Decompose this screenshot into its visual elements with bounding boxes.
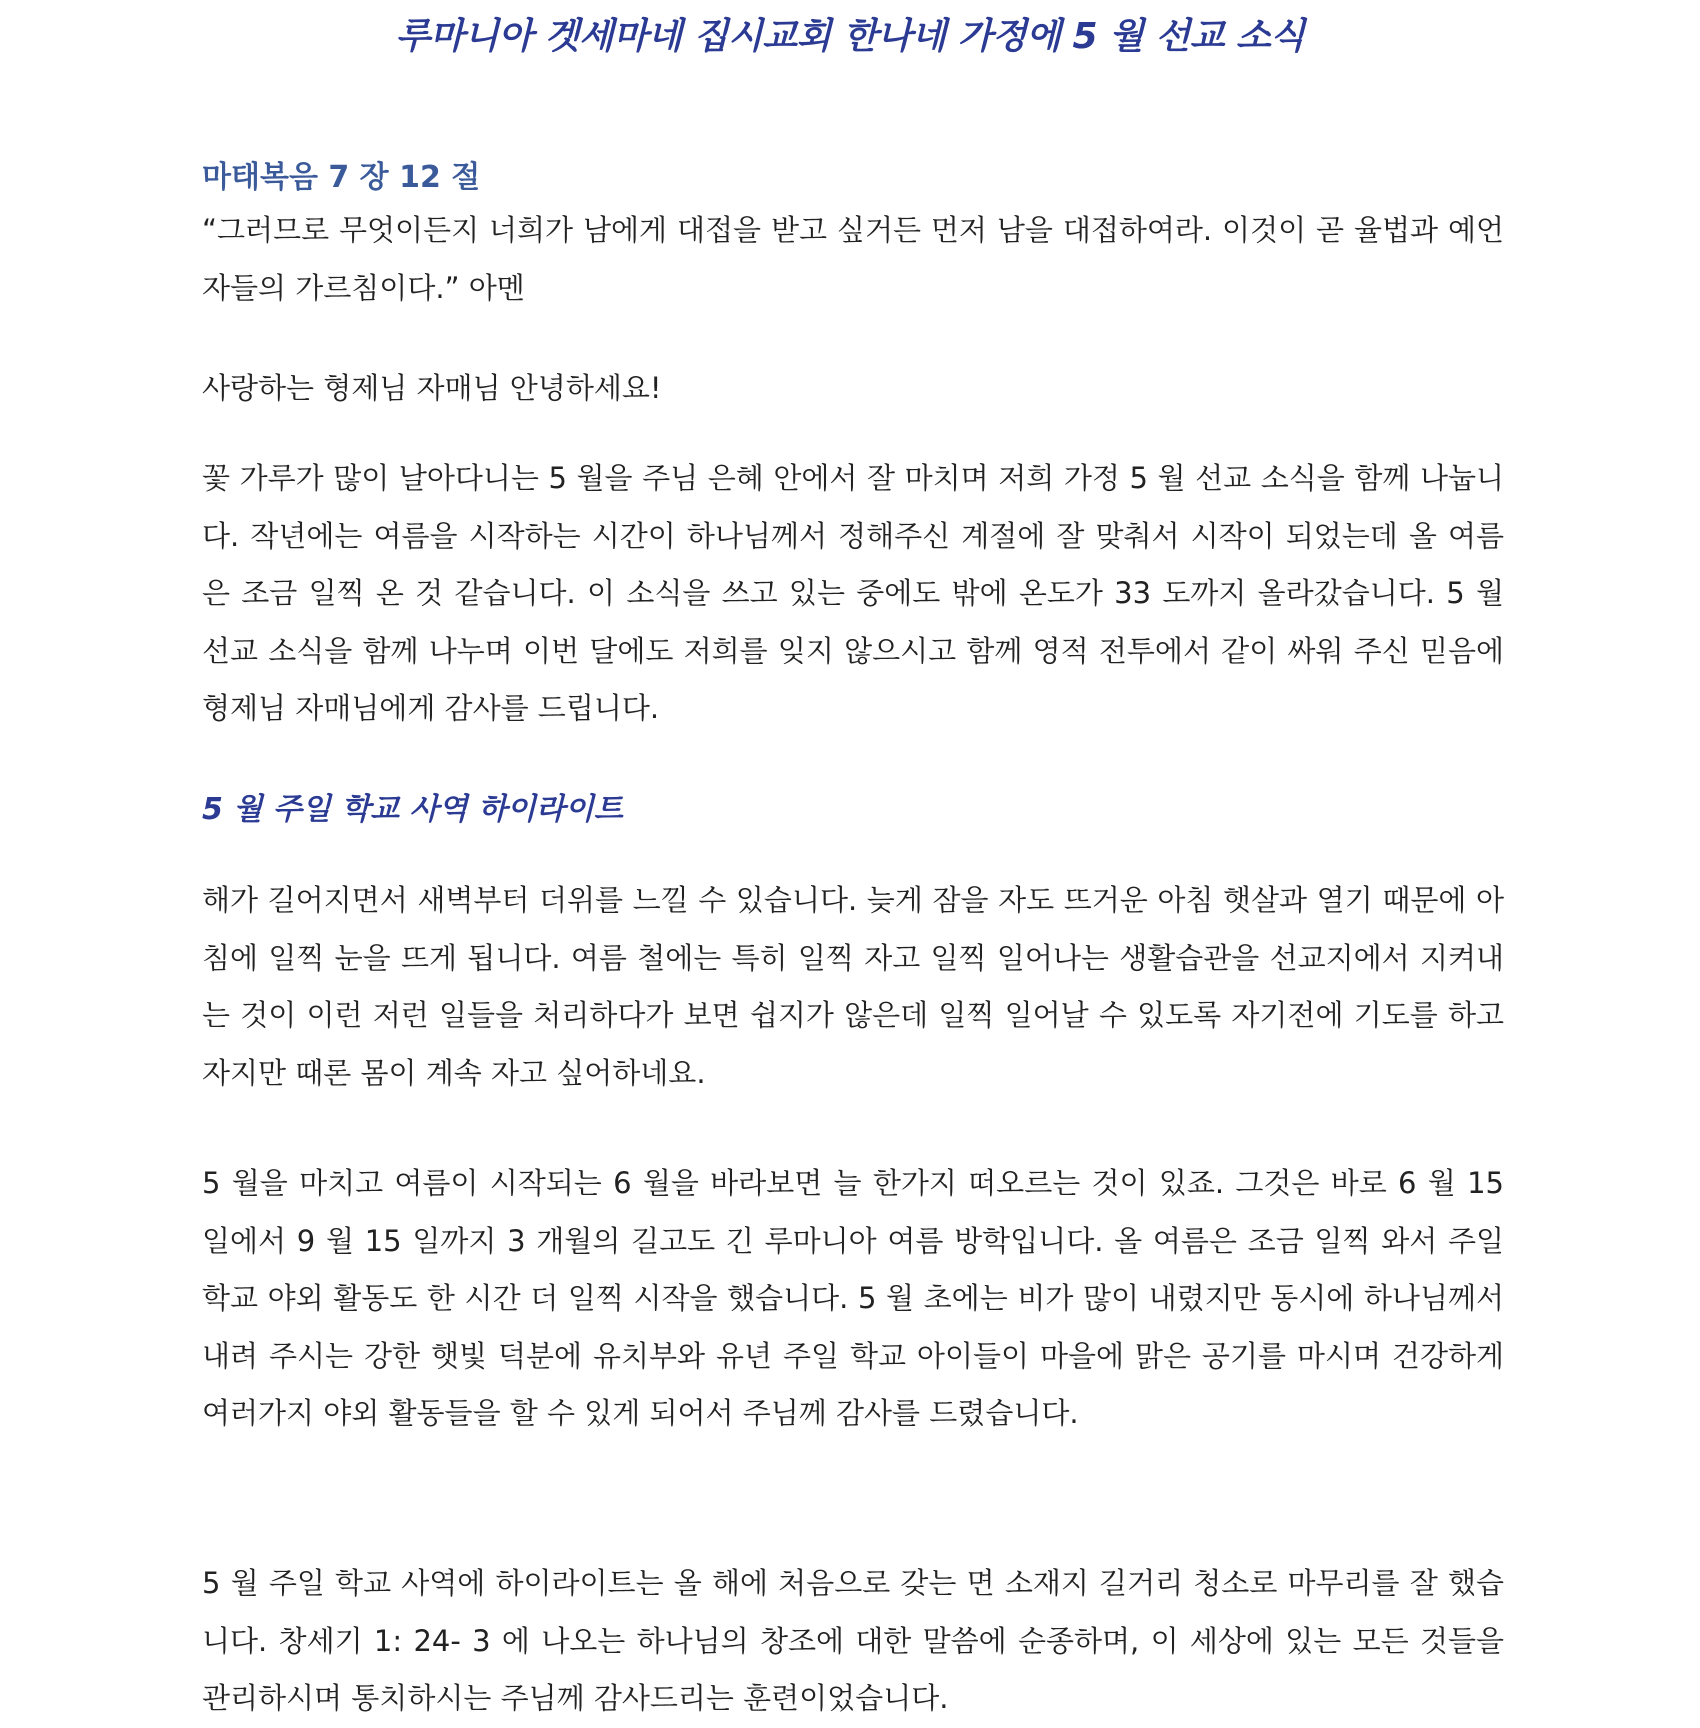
section-paragraph: 5 월 주일 학교 사역에 하이라이트는 올 해에 처음으로 갖는 면 소재지 길거리 청소로 마무리를 잘 했습니다. 창세기 1: 24- 3 에 나오는 하나님의 창조에 대한 말씀에 순종하며, 이 세상에 있는 모든 것들을 관리하시며 통치하시는 주님께 감사드리는 훈련이었습니다. xyxy=(202,1566,1504,1715)
section-paragraph: 해가 길어지면서 새벽부터 더위를 느낄 수 있습니다. 늦게 잠을 자도 뜨거운 아침 햇살과 열기 때문에 아침에 일찍 눈을 뜨게 됩니다. 여름 철에는 특히 일찍 자고 일찍 일어나는 생활습관을 선교지에서 지켜내는 것이 이런 저런 일들을 처리하다가 보면 쉽지가 않은데 일찍 일어날 수 있도록 자기전에 기도를 하고 자지만 때론 몸이 계속 자고 싶어하네요. xyxy=(202,883,1504,1090)
greeting: 사랑하는 형제님 자매님 안녕하세요! xyxy=(202,371,662,405)
document-title: 루마니아 겟세마네 집시교회 한나네 가정에 5 월 선교 소식 xyxy=(395,16,1305,57)
intro-paragraph: 꽃 가루가 많이 날아다니는 5 월을 주님 은혜 안에서 잘 마치며 저희 가정 5 월 선교 소식을 함께 나눕니다. 작년에는 여름을 시작하는 시간이 하나님께서 정해주신 계절에 잘 맞춰서 시작이 되었는데 올 여름은 조금 일찍 온 것 같습니다. 이 소식을 쓰고 있는 중에도 밖에 온도가 33 도까지 올라갔습니다. 5 월 선교 소식을 함께 나누며 이번 달에도 저희를 잊지 않으시고 함께 영적 전투에서 같이 싸워 주신 믿음에 형제님 자매님에게 감사를 드립니다. xyxy=(202,461,1504,725)
scripture-reference: 마태복음 7 장 12 절 xyxy=(202,160,481,195)
section-heading: 5 월 주일 학교 사역 하이라이트 xyxy=(202,792,623,827)
scripture-text: “그러므로 무엇이든지 너희가 남에게 대접을 받고 싶거든 먼저 남을 대접하여라. 이것이 곧 율법과 예언자들의 가르침이다.” 아멘 xyxy=(202,213,1504,305)
section-paragraph: 5 월을 마치고 여름이 시작되는 6 월을 바라보면 늘 한가지 떠오르는 것이 있죠. 그것은 바로 6 월 15 일에서 9 월 15 일까지 3 개월의 길고도 긴 루마니아 여름 방학입니다. 올 여름은 조금 일찍 와서 주일 학교 야외 활동도 한 시간 더 일찍 시작을 했습니다. 5 월 초에는 비가 많이 내렸지만 동시에 하나님께서 내려 주시는 강한 햇빛 덕분에 유치부와 유년 주일 학교 아이들이 마을에 맑은 공기를 마시며 건강하게 여러가지 야외 활동들을 할 수 있게 되어서 주님께 감사를 드렸습니다. xyxy=(202,1166,1504,1430)
